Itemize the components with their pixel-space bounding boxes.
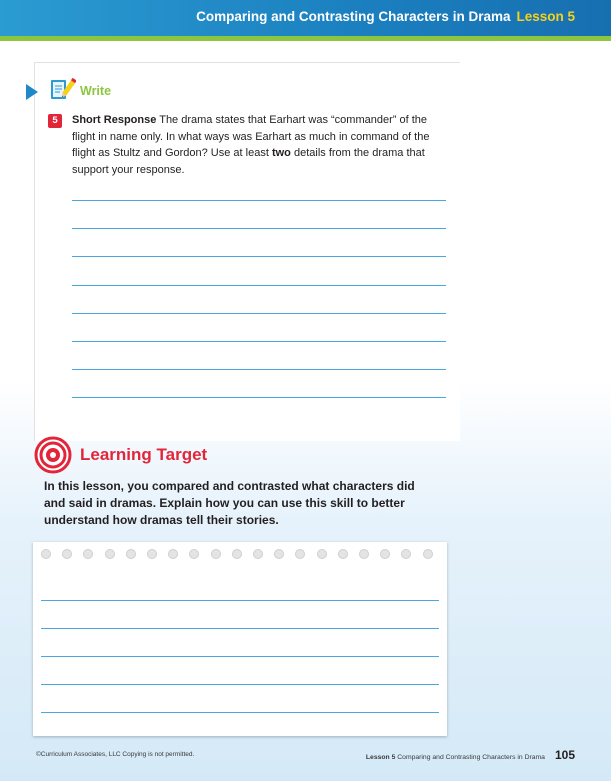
notepad-hole <box>380 549 390 559</box>
notepad-hole <box>274 549 284 559</box>
page-number: 105 <box>554 748 575 762</box>
answer-line[interactable] <box>72 200 446 201</box>
question-text-part1: The drama states that Earhart was “commander” of the flight in name only. In what ways was Earhart as much in command of the flight as Stultz and Gordon? Use at least <box>72 114 430 159</box>
write-arrow-icon <box>26 84 38 100</box>
notepad-line[interactable] <box>41 684 439 685</box>
notepad-hole <box>401 549 411 559</box>
notepad-hole <box>147 549 157 559</box>
notepad-hole <box>189 549 199 559</box>
notepad-hole <box>62 549 72 559</box>
notepad-line[interactable] <box>41 656 439 657</box>
question-number-badge: 5 <box>48 114 62 128</box>
notepad-hole <box>338 549 348 559</box>
footer-lesson-info <box>366 748 575 762</box>
answer-line[interactable] <box>72 313 446 314</box>
notepad-hole <box>423 549 433 559</box>
target-icon <box>34 436 72 474</box>
answer-line[interactable] <box>72 341 446 342</box>
notepad-hole <box>253 549 263 559</box>
header-title <box>196 9 575 24</box>
answer-line[interactable] <box>72 228 446 229</box>
notepad-hole <box>105 549 115 559</box>
notepad-hole <box>83 549 93 559</box>
question-type-label: Short Response <box>72 114 157 126</box>
question-emphasis: two <box>271 147 291 159</box>
notebook-pencil-icon <box>46 74 76 104</box>
footer-lesson-label: Lesson 5 <box>365 754 396 761</box>
notepad-line[interactable] <box>41 712 439 713</box>
notepad-hole <box>295 549 305 559</box>
answer-line[interactable] <box>72 256 446 257</box>
notepad-line[interactable] <box>41 600 439 601</box>
header-lesson-number: Lesson 5 <box>516 9 575 24</box>
write-label: Write <box>80 84 112 98</box>
learning-target-prompt: In this lesson, you compared and contrasted what characters did and said in dramas. Explain how you can use this skill to better understand how dramas tell their stories. <box>44 479 415 527</box>
answer-line[interactable] <box>72 285 446 286</box>
notepad-hole <box>232 549 242 559</box>
header-rule <box>0 36 611 41</box>
notepad-hole <box>168 549 178 559</box>
question-text-part2: details from the drama that support your response. <box>72 147 425 176</box>
notepad-hole <box>359 549 369 559</box>
notepad-line[interactable] <box>41 628 439 629</box>
answer-line[interactable] <box>72 397 446 398</box>
header-lesson-title: Comparing and Contrasting Characters in Drama <box>196 9 511 24</box>
footer-copyright: ©Curriculum Associates, LLC Copying is not permitted. <box>36 751 195 758</box>
header-bar <box>0 0 611 36</box>
notepad-hole <box>211 549 221 559</box>
notepad-hole <box>41 549 51 559</box>
question-text <box>72 112 452 178</box>
learning-target-title: Learning Target <box>80 445 208 464</box>
notepad-hole <box>126 549 136 559</box>
notepad-response-area[interactable] <box>33 542 447 736</box>
notepad-hole <box>317 549 327 559</box>
footer-lesson-title: Comparing and Contrasting Characters in Drama <box>397 754 545 761</box>
notepad-holes <box>37 549 443 561</box>
answer-line[interactable] <box>72 369 446 370</box>
